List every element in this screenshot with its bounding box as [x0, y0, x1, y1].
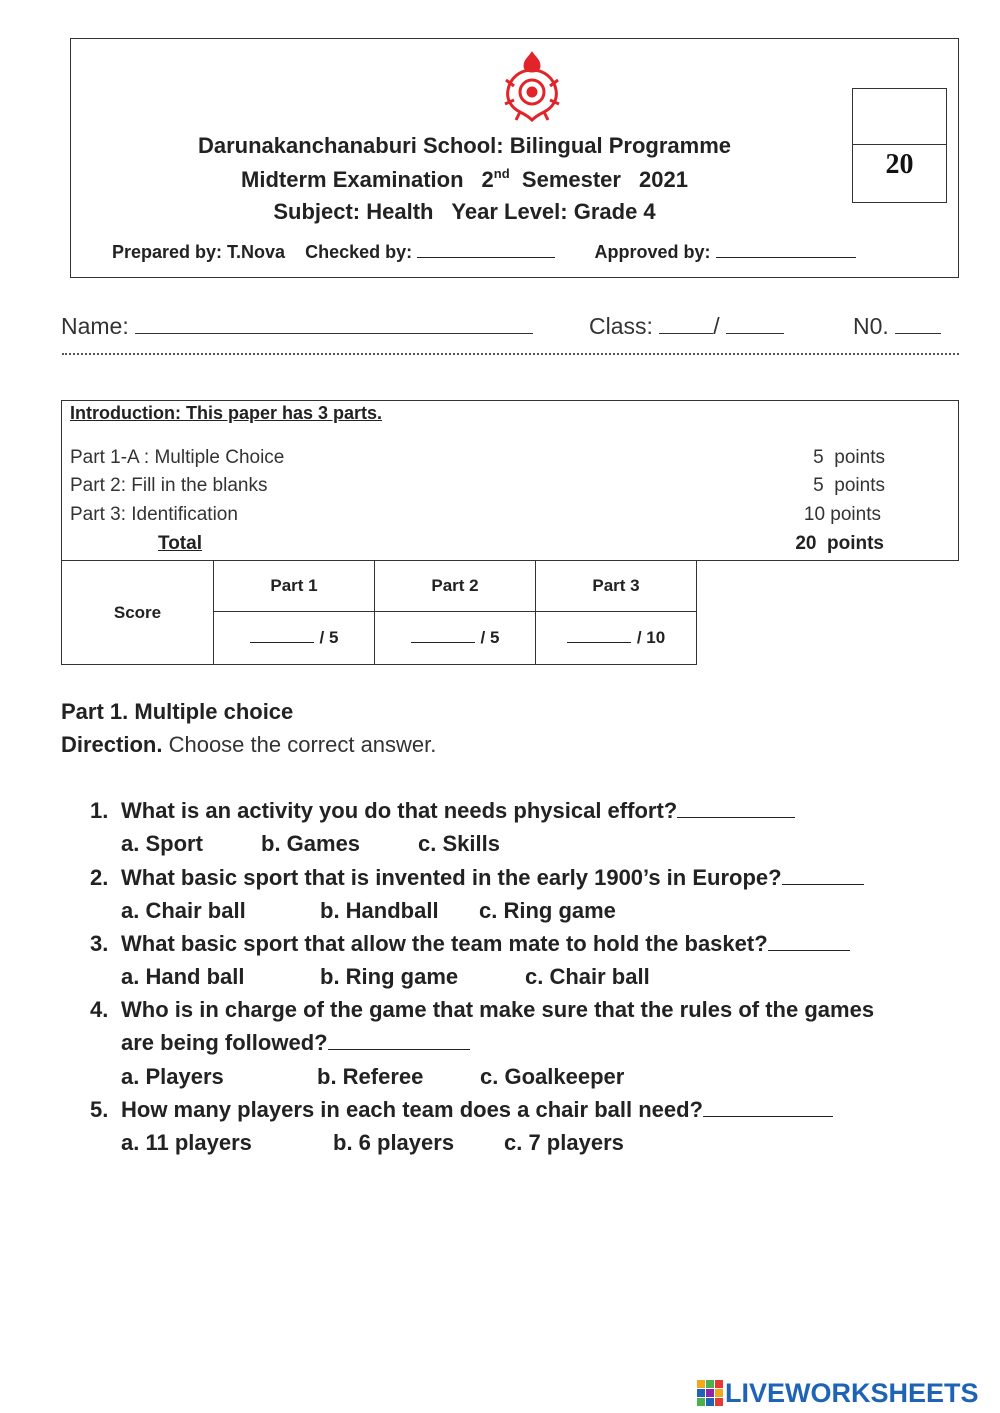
score-box-divider: [853, 144, 946, 145]
part-label: Part 3: Identification: [70, 504, 238, 525]
answer-blank-3[interactable]: [768, 935, 850, 951]
score-cell-part2: [375, 612, 536, 665]
question-number: 2.: [90, 865, 109, 890]
question-1: [90, 798, 795, 824]
score-max: / 5: [319, 628, 339, 647]
question-2: [90, 865, 864, 891]
option-c[interactable]: c. 7 players: [504, 1130, 624, 1155]
option-a[interactable]: a. Players: [121, 1064, 224, 1089]
option-b[interactable]: b. 6 players: [333, 1130, 455, 1155]
total-score-box: [852, 88, 947, 203]
question-text: Who is in charge of the game that make sure that the rules of the games: [121, 997, 875, 1022]
question-5: [90, 1097, 833, 1123]
question-text: What basic sport that allow the team mate to hold the basket?: [121, 931, 768, 956]
semester-word: Semester: [521, 167, 621, 192]
school-emblem-logo: [502, 50, 562, 122]
question-text: How many players in each team does a chair ball need?: [121, 1097, 703, 1122]
school-name: Darunakanchanaburi School: Bilingual Programme: [198, 133, 731, 158]
answer-blank-5[interactable]: [703, 1101, 833, 1117]
semester-number: 2: [481, 167, 494, 192]
class-field: [589, 313, 784, 340]
question-text-continued: are being followed?: [121, 1030, 328, 1055]
direction-text: Choose the correct answer.: [162, 732, 437, 757]
part-points: 5 points: [813, 475, 885, 496]
option-c[interactable]: c. Skills: [418, 831, 500, 856]
part-label: Part 2: Fill in the blanks: [70, 475, 268, 496]
question-number: 5.: [90, 1097, 109, 1122]
name-field: [61, 313, 533, 340]
total-points: 20 points: [795, 533, 884, 554]
question-number: 1.: [90, 798, 109, 823]
approved-by-label: Approved by:: [594, 242, 711, 262]
score-input-part3[interactable]: [567, 631, 631, 643]
checked-by-label: Checked by:: [305, 242, 413, 262]
intro-part-row: [70, 504, 885, 526]
dotted-divider: [62, 353, 959, 355]
direction: [61, 732, 436, 758]
class-input-b[interactable]: [726, 316, 784, 334]
question-number: 4.: [90, 997, 109, 1022]
liveworksheets-logo-icon: [697, 1380, 723, 1406]
score-label: Score: [62, 561, 214, 665]
question-text: What is an activity you do that needs physical effort?: [121, 798, 678, 823]
intro-part-row: [70, 447, 885, 469]
approved-by-blank[interactable]: [716, 244, 856, 258]
option-c[interactable]: c. Goalkeeper: [480, 1064, 625, 1089]
answer-blank-1[interactable]: [677, 802, 795, 818]
part1-title: Part 1. Multiple choice: [61, 699, 294, 724]
brand-text: LIVEWORKSHEETS: [725, 1378, 979, 1408]
score-max: / 10: [636, 628, 666, 647]
option-c[interactable]: c. Ring game: [479, 898, 616, 923]
number-label: N0.: [853, 313, 889, 339]
exam-prefix: Midterm Examination: [241, 167, 464, 192]
option-b[interactable]: b. Referee: [317, 1064, 424, 1089]
option-a[interactable]: a. Hand ball: [121, 964, 245, 989]
score-table: [61, 560, 697, 665]
subject-line: Subject: Health Year Level: Grade 4: [273, 199, 656, 224]
option-a[interactable]: a. Chair ball: [121, 898, 246, 923]
liveworksheets-brand[interactable]: [697, 1378, 997, 1410]
score-header-part1: Part 1: [214, 561, 375, 612]
part-points: 5 points: [813, 447, 885, 468]
intro-title: Introduction: This paper has 3 parts.: [70, 403, 383, 423]
score-header-part3: Part 3: [536, 561, 697, 612]
direction-label: Direction.: [61, 732, 163, 757]
exam-year: 2021: [638, 167, 688, 192]
score-cell-part1: [214, 612, 375, 665]
prepared-by: Prepared by: T.Nova: [112, 242, 286, 262]
score-max: / 5: [480, 628, 500, 647]
option-b[interactable]: b. Games: [261, 831, 361, 856]
question-number: 3.: [90, 931, 109, 956]
question-text: What basic sport that is invented in the early 1900’s in Europe?: [121, 865, 782, 890]
option-b[interactable]: b. Handball: [320, 898, 439, 923]
score-header-part2: Part 2: [375, 561, 536, 612]
total-score: 20: [885, 149, 914, 180]
name-input[interactable]: [135, 316, 533, 334]
score-cell-part3: [536, 612, 697, 665]
semester-suffix: nd: [493, 166, 510, 181]
question-3: [90, 931, 850, 957]
checked-by-blank[interactable]: [417, 244, 555, 258]
option-b[interactable]: b. Ring game: [320, 964, 459, 989]
question-4: [90, 997, 874, 1023]
answer-blank-2[interactable]: [782, 869, 864, 885]
class-label: Class:: [589, 313, 653, 339]
name-label: Name:: [61, 313, 129, 339]
intro-part-row: [70, 475, 885, 497]
total-label: Total: [158, 533, 202, 554]
class-separator: /: [713, 313, 720, 339]
answer-blank-4[interactable]: [328, 1034, 470, 1050]
score-input-part2[interactable]: [411, 631, 475, 643]
option-a[interactable]: a. Sport: [121, 831, 203, 856]
exam-title: [70, 166, 959, 193]
prepared-line: [112, 242, 856, 263]
option-c[interactable]: c. Chair ball: [525, 964, 650, 989]
question-4-continued: [121, 1030, 470, 1056]
option-a[interactable]: a. 11 players: [121, 1130, 252, 1155]
part-points: 10 points: [803, 504, 881, 525]
part-label: Part 1-A : Multiple Choice: [70, 447, 285, 468]
score-input-part1[interactable]: [250, 631, 314, 643]
class-input-a[interactable]: [659, 316, 713, 334]
number-input[interactable]: [895, 316, 941, 334]
number-field: [853, 313, 941, 340]
